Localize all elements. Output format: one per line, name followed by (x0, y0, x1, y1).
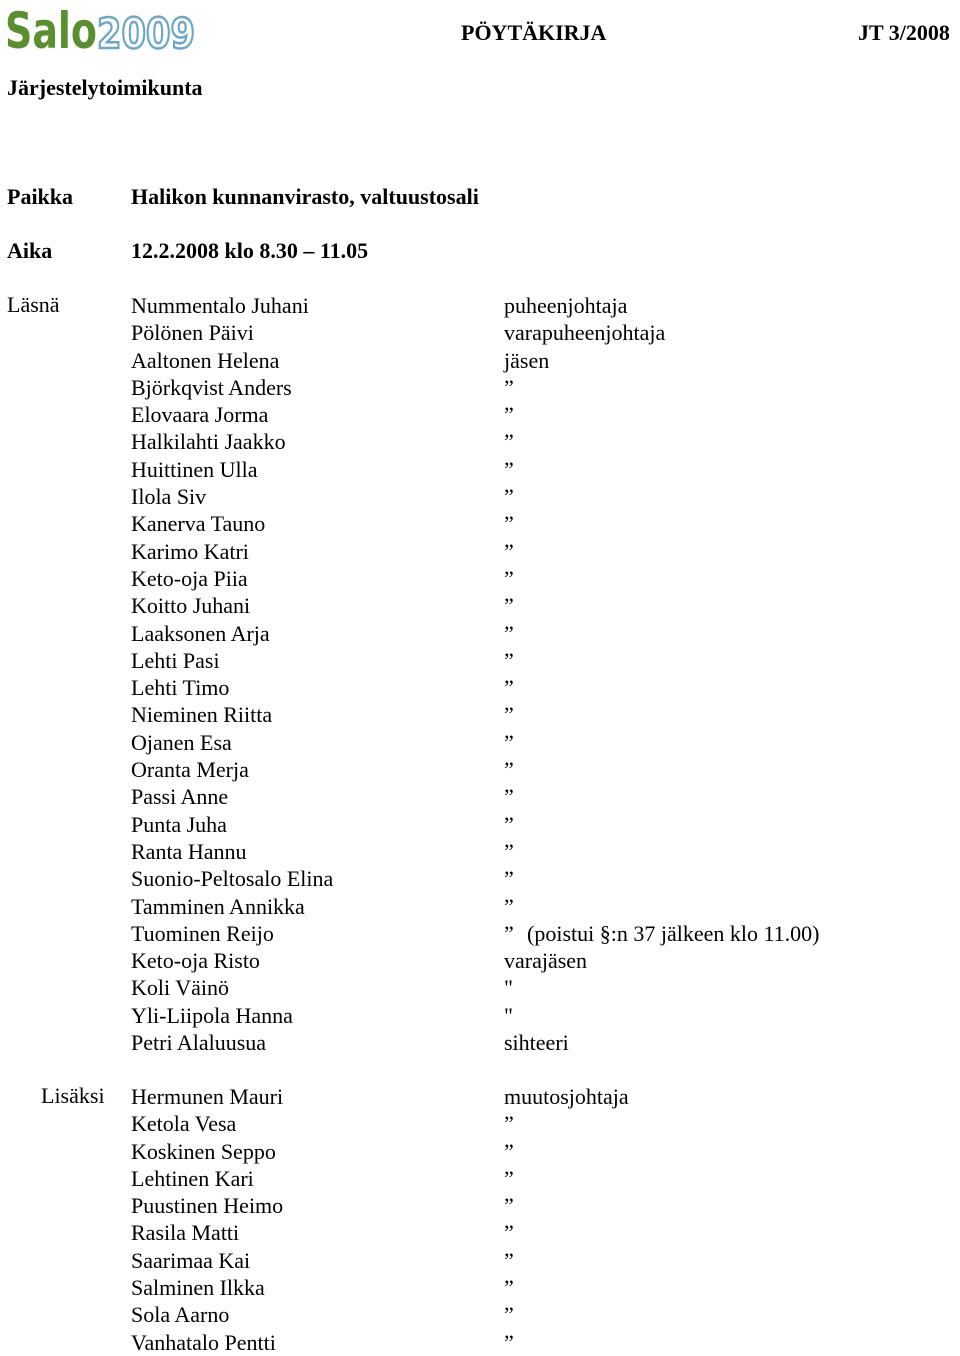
attendee-name: Björkqvist Anders (131, 374, 292, 400)
attendee-role: ” (504, 1138, 514, 1164)
attendee-role: ” (504, 811, 514, 837)
attendee-row (0, 565, 960, 592)
attendee-row (0, 428, 960, 455)
attendee-row (0, 510, 960, 537)
attendee-row (0, 401, 960, 428)
attendee-role: ” (504, 702, 514, 728)
attendee-role: ” (504, 538, 514, 564)
attendee-row (0, 1165, 960, 1192)
attendee-row (0, 620, 960, 647)
attendee-row (0, 947, 960, 974)
attendee-role: ” (504, 729, 514, 755)
attendee-row (0, 811, 960, 838)
attendee-name: Ketola Vesa (131, 1111, 237, 1137)
attendee-role: varapuheenjohtaja (504, 320, 666, 346)
attendee-role: ” (504, 484, 514, 510)
attendee-role: ” (504, 893, 514, 919)
salo2009-logo-graphic (5, 2, 195, 60)
attendee-role: ” (504, 511, 514, 537)
place-value: Halikon kunnanvirasto, valtuustosali (131, 184, 479, 209)
attendee-role: ” (504, 1193, 514, 1219)
attendee-row (0, 893, 960, 920)
attendee-row (0, 1274, 960, 1301)
attendee-row (0, 865, 960, 892)
attendee-row (0, 292, 960, 319)
attendee-row (0, 1002, 960, 1029)
attendee-name: Puustinen Heimo (131, 1193, 284, 1219)
attendee-row (0, 701, 960, 728)
document-title: PÖYTÄKIRJA (461, 20, 607, 45)
attendee-row (0, 729, 960, 756)
present-list (0, 292, 960, 1056)
attendee-name: Hermunen Mauri (131, 1084, 284, 1109)
attendee-row (0, 1138, 960, 1165)
attendee-row (0, 1301, 960, 1328)
attendee-role: varajäsen (504, 948, 588, 974)
place-label: Paikka (7, 184, 74, 209)
attendee-role: ” (504, 1165, 514, 1191)
attendee-row (0, 756, 960, 783)
attendee-name: Vanhatalo Pentti (131, 1329, 276, 1355)
attendee-name: Aaltonen Helena (131, 347, 280, 373)
attendee-row (0, 456, 960, 483)
attendee-row (0, 347, 960, 374)
attendee-role: ” (504, 374, 514, 400)
attendee-name: Koli Väinö (131, 975, 229, 1001)
logo-salo-text: Salo (5, 2, 97, 60)
attendee-name: Nieminen Riitta (131, 702, 273, 728)
attendee-name: Ilola Siv (131, 484, 207, 510)
salo2009-logo (5, 2, 195, 60)
attendee-name: Elovaara Jorma (131, 402, 269, 428)
attendee-role: jäsen (504, 347, 550, 373)
attendee-row (0, 1219, 960, 1246)
attendee-role: ” (504, 1111, 514, 1137)
attendee-role: ” (504, 1329, 514, 1355)
attendee-row (0, 920, 960, 947)
attendee-row (0, 674, 960, 701)
attendee-row (0, 783, 960, 810)
attendee-name: Salminen Ilkka (131, 1275, 265, 1301)
attendee-role: ” (504, 757, 514, 783)
attendee-role: ” (504, 593, 514, 619)
attendee-name: Ojanen Esa (131, 729, 232, 755)
attendee-role: ” (504, 1302, 514, 1328)
attendee-name: Huittinen Ulla (131, 456, 258, 482)
additional-label: Lisäksi (41, 1083, 105, 1108)
attendee-name: Halkilahti Jaakko (131, 429, 286, 455)
attendee-name: Yli-Liipola Hanna (131, 1002, 293, 1028)
attendee-role: ” (504, 429, 514, 455)
attendee-name: Keto-oja Risto (131, 948, 260, 974)
present-label: Läsnä (7, 292, 60, 317)
attendee-row (0, 838, 960, 865)
attendee-name: Oranta Merja (131, 757, 249, 783)
additional-list (0, 1083, 960, 1356)
attendee-name: Tuominen Reijo (131, 920, 274, 946)
attendee-role: ” (504, 920, 514, 946)
logo-year-text: 2009 (97, 9, 195, 58)
attendee-name: Lehti Pasi (131, 647, 220, 673)
attendee-row (0, 538, 960, 565)
attendee-name: Kanerva Tauno (131, 511, 266, 537)
attendee-name: Suonio-Peltosalo Elina (131, 866, 334, 892)
attendee-name: Karimo Katri (131, 538, 249, 564)
attendee-name: Saarimaa Kai (131, 1247, 251, 1273)
attendee-row (0, 1329, 960, 1356)
attendee-name: Laaksonen Arja (131, 620, 270, 646)
organization-name: Järjestelytoimikunta (7, 75, 203, 100)
attendee-name: Lehtinen Kari (131, 1165, 254, 1191)
attendee-role: ” (504, 675, 514, 701)
attendee-row (0, 1083, 960, 1110)
attendee-note: (poistui §:n 37 jälkeen klo 11.00) (527, 920, 820, 946)
attendee-name: Tamminen Annikka (131, 893, 305, 919)
attendee-name: Punta Juha (131, 811, 227, 837)
attendee-row (0, 647, 960, 674)
attendee-role: ” (504, 1247, 514, 1273)
attendee-role: sihteeri (504, 1030, 569, 1056)
attendee-name: Ranta Hannu (131, 838, 247, 864)
document-reference: JT 3/2008 (858, 20, 950, 45)
attendee-role: " (504, 975, 513, 1001)
attendee-row (0, 374, 960, 401)
attendee-role: ” (504, 866, 514, 892)
attendee-name: Petri Alaluusua (131, 1030, 267, 1056)
attendee-role: ” (504, 1220, 514, 1246)
attendee-role: ” (504, 784, 514, 810)
attendee-role: ” (504, 402, 514, 428)
attendee-name: Koskinen Seppo (131, 1138, 276, 1164)
attendee-row (0, 1029, 960, 1056)
attendee-role: muutosjohtaja (504, 1084, 629, 1109)
time-label: Aika (7, 238, 53, 263)
attendee-role: ” (504, 565, 514, 591)
attendee-name: Koitto Juhani (131, 593, 251, 619)
time-value: 12.2.2008 klo 8.30 – 11.05 (131, 238, 369, 263)
attendee-role: " (504, 1002, 513, 1028)
attendee-name: Pölönen Päivi (131, 320, 254, 346)
attendee-name: Sola Aarno (131, 1302, 230, 1328)
attendee-role: puheenjohtaja (504, 293, 628, 318)
attendee-row (0, 319, 960, 346)
attendee-row (0, 592, 960, 619)
attendee-name: Keto-oja Piia (131, 565, 248, 591)
attendee-row (0, 1110, 960, 1137)
attendee-row (0, 1247, 960, 1274)
attendee-row (0, 483, 960, 510)
attendee-name: Passi Anne (131, 784, 229, 810)
attendee-role: ” (504, 1275, 514, 1301)
attendee-role: ” (504, 838, 514, 864)
attendee-name: Nummentalo Juhani (131, 293, 309, 318)
attendee-row (0, 974, 960, 1001)
attendee-name: Lehti Timo (131, 675, 230, 701)
attendee-role: ” (504, 620, 514, 646)
attendee-row (0, 1192, 960, 1219)
attendee-role: ” (504, 456, 514, 482)
attendee-role: ” (504, 647, 514, 673)
attendee-name: Rasila Matti (131, 1220, 240, 1246)
